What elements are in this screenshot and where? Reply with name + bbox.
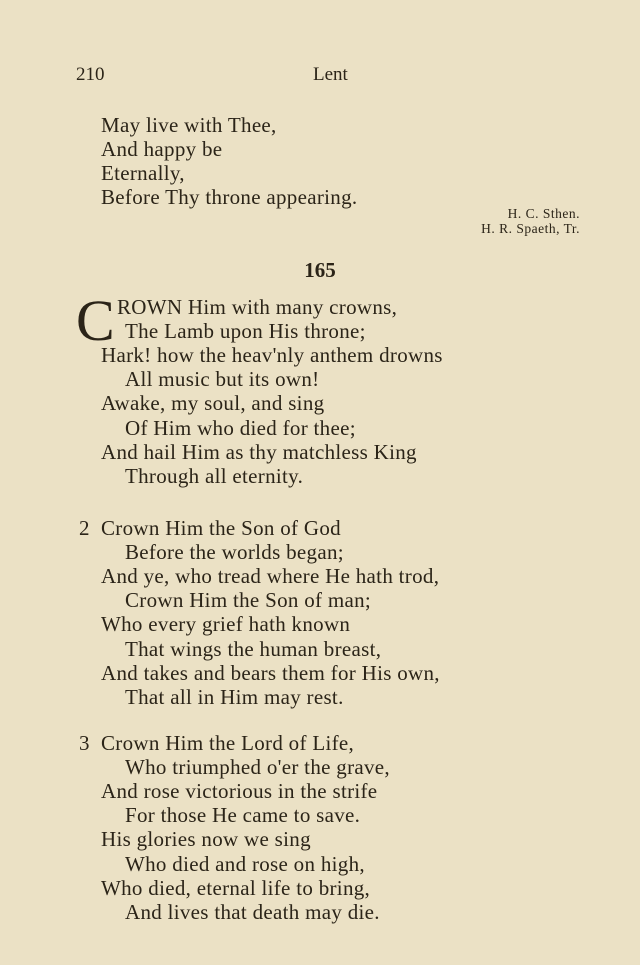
verse-line: Crown Him the Son of man;: [125, 588, 372, 613]
verse-line: Who every grief hath known: [101, 612, 351, 637]
verse-line: Who triumphed o'er the grave,: [125, 755, 390, 780]
verse-line: His glories now we sing: [101, 827, 311, 852]
verse-line: May live with Thee,: [101, 113, 277, 137]
running-title: Lent: [313, 64, 348, 85]
verse-number: 2: [79, 516, 90, 540]
verse-line: Crown Him the Lord of Life,: [101, 731, 355, 755]
verse-line: Before Thy throne appearing.: [101, 185, 358, 209]
verse-line: Eternally,: [101, 161, 185, 185]
verse-line: ROWN Him with many crowns,: [117, 295, 398, 319]
verse-line: And rose victorious in the strife: [101, 779, 378, 804]
page-number: 210: [76, 64, 105, 85]
verse-number: 3: [79, 731, 90, 755]
verse-line: Who died and rose on high,: [125, 851, 365, 876]
verse-line: And happy be: [101, 137, 223, 161]
verse-line: Awake, my soul, and sing: [101, 391, 325, 416]
verse-line: Of Him who died for thee;: [125, 415, 356, 440]
author-attribution: H. C. Sthen.: [507, 206, 580, 221]
verse-line: And lives that death may die.: [125, 899, 380, 924]
verse-line: Before the worlds began;: [125, 540, 344, 565]
verse-line: That wings the human breast,: [125, 636, 382, 661]
translator-attribution: H. R. Spaeth, Tr.: [481, 221, 580, 236]
verse-line: For those He came to save.: [125, 803, 361, 828]
verse-line: Crown Him the Son of God: [101, 516, 341, 540]
verse-line: And hail Him as thy matchless King: [101, 439, 417, 464]
verse-line: And ye, who tread where He hath trod,: [101, 564, 440, 589]
verse-line: Through all eternity.: [125, 463, 304, 488]
verse-line: The Lamb upon His throne;: [125, 319, 366, 344]
verse-line: That all in Him may rest.: [125, 684, 344, 709]
verse-line: All music but its own!: [125, 367, 320, 392]
drop-cap: C: [76, 288, 115, 353]
verse-line: Hark! how the heav'nly anthem drowns: [101, 343, 443, 368]
verse-line: And takes and bears them for His own,: [101, 660, 440, 685]
hymn-number: 165: [304, 258, 336, 282]
verse-line: Who died, eternal life to bring,: [101, 875, 371, 900]
